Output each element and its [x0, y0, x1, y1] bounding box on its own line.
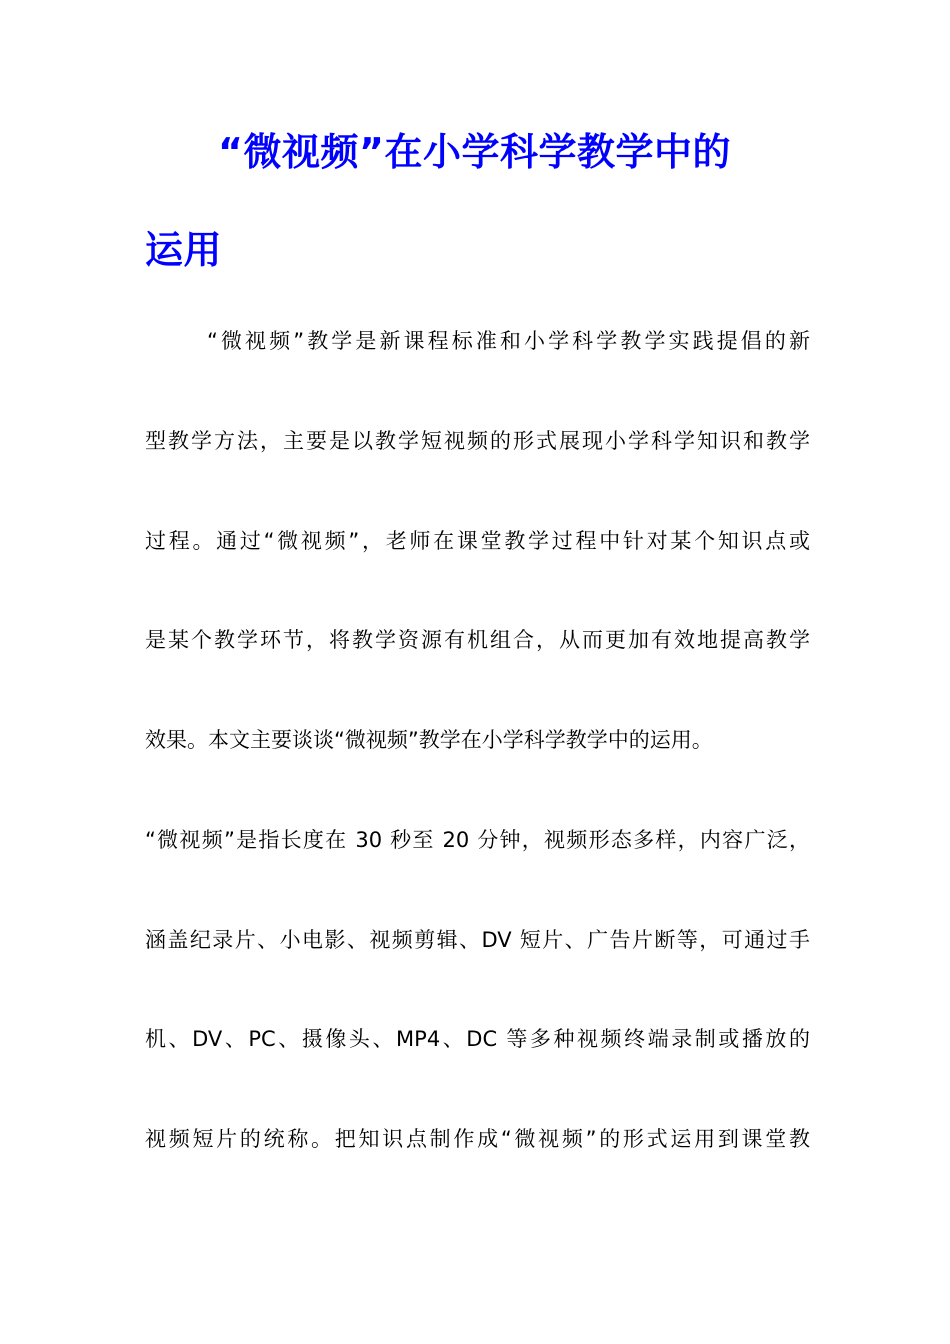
paragraph-line-9: 视频短片的统称。把知识点制作成“微视频”的形式运用到课堂教 — [145, 1127, 810, 1151]
paragraph-line-3: 过程。通过“微视频”，老师在课堂教学过程中针对某个知识点或 — [145, 529, 810, 553]
paragraph-line-2: 型教学方法，主要是以教学短视频的形式展现小学科学知识和教学 — [145, 429, 810, 453]
document-title-line-1: “微视频”在小学科学教学中的 — [218, 130, 731, 174]
document-title-line-2: 运用 — [145, 228, 223, 272]
paragraph-line-1: “微视频”教学是新课程标准和小学科学教学实践提倡的新 — [207, 329, 810, 353]
paragraph-line-6: “微视频”是指长度在 30 秒至 20 分钟，视频形态多样，内容广泛， — [145, 828, 810, 852]
paragraph-line-8: 机、DV、PC、摄像头、MP4、DC 等多种视频终端录制或播放的 — [145, 1027, 810, 1051]
paragraph-line-4: 是某个教学环节，将教学资源有机组合，从而更加有效地提高教学 — [145, 628, 810, 652]
paragraph-line-7: 涵盖纪录片、小电影、视频剪辑、DV 短片、广告片断等，可通过手 — [145, 928, 810, 952]
paragraph-line-5: 效果。本文主要谈谈“微视频”教学在小学科学教学中的运用。 — [145, 728, 713, 752]
